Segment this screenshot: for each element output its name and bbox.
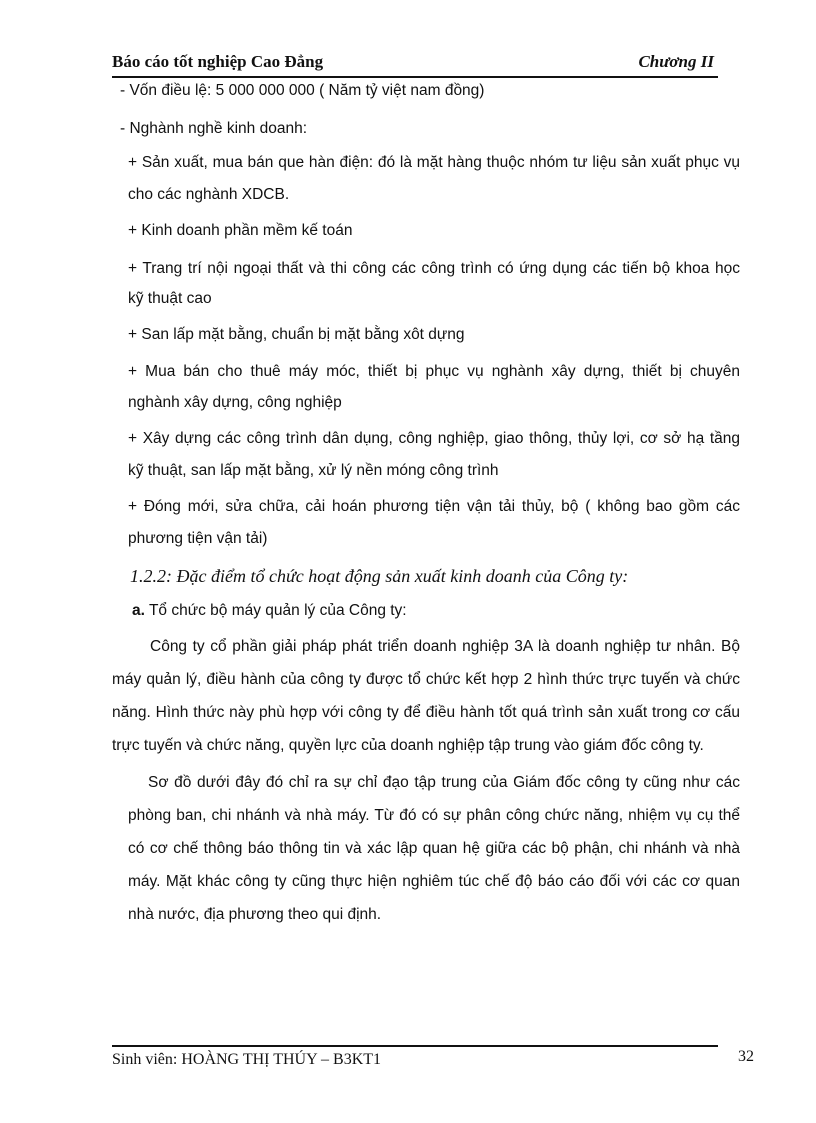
page-number: 32 <box>738 1048 754 1065</box>
list-item: + Mua bán cho thuê máy móc, thiết bị phục vụ nghành xây dựng, thiết bị chuyên <box>128 363 740 380</box>
list-item-continuation: nghành xây dựng, công nghiệp <box>128 394 342 411</box>
subsection-title-text: Tổ chức bộ máy quản lý của Công ty: <box>148 602 407 619</box>
section-heading: 1.2.2: Đặc điểm tổ chức hoạt động sản xuất kinh doanh của Công ty: <box>130 566 629 586</box>
paragraph-line: máy quản lý, điều hành của công ty được tổ chức kết hợp 2 hình thức trực tuyến và chức <box>112 671 740 688</box>
charter-capital-line: - Vốn điều lệ: 5 000 000 000 ( Năm tỷ việt nam đồng) <box>120 82 485 99</box>
paragraph-line: trực tuyến và chức năng, quyền lực của doanh nghiệp tập trung vào giám đốc công ty. <box>112 737 704 754</box>
subsection-marker: a. <box>132 602 145 619</box>
list-item: + San lấp mặt bằng, chuẩn bị mặt bằng xôt dựng <box>128 326 465 343</box>
subsection-title <box>132 602 407 620</box>
paragraph-line: Sơ đồ dưới đây đó chỉ ra sự chỉ đạo tập trung của Giám đốc công ty cũng như các <box>148 774 740 791</box>
list-item-continuation: phương tiện vận tải) <box>128 530 268 547</box>
list-item-continuation: cho các nghành XDCB. <box>128 186 290 203</box>
paragraph-line: Công ty cổ phần giải pháp phát triển doanh nghiệp 3A là doanh nghiệp tư nhân. Bộ <box>150 638 740 655</box>
report-title: Báo cáo tốt nghiệp Cao Đẳng <box>112 52 324 71</box>
paragraph-line: phòng ban, chi nhánh và nhà máy. Từ đó có sự phân công chức năng, nhiệm vụ cụ thể <box>128 807 740 824</box>
business-lines-label: - Nghành nghề kinh doanh: <box>120 120 308 137</box>
list-item: + Đóng mới, sửa chữa, cải hoán phương tiện vận tải thủy, bộ ( không bao gồm các <box>128 498 740 515</box>
list-item-continuation: kỹ thuật, san lấp mặt bằng, xử lý nền móng công trình <box>128 462 499 479</box>
page-header <box>112 52 718 78</box>
list-item: + Sản xuất, mua bán que hàn điện: đó là mặt hàng thuộc nhóm tư liệu sản xuất phục vụ <box>128 154 740 171</box>
paragraph-line: năng. Hình thức này phù hợp với công ty để điều hành tốt quá trình sản xuất trong cơ cấu <box>112 704 740 721</box>
footer-divider <box>112 1045 718 1047</box>
list-item-continuation: kỹ thuật cao <box>128 290 212 307</box>
list-item: + Xây dựng các công trình dân dụng, công nghiệp, giao thông, thủy lợi, cơ sở hạ tầng <box>128 430 740 447</box>
list-item: + Kinh doanh phần mềm kế toán <box>128 222 353 239</box>
student-name: Sinh viên: HOÀNG THỊ THÚY – B3KT1 <box>112 1051 382 1068</box>
paragraph-line: nhà nước, địa phương theo qui định. <box>128 906 382 923</box>
chapter-label: Chương II <box>638 52 714 71</box>
list-item: + Trang trí nội ngoại thất và thi công các công trình có ứng dụng các tiến bộ khoa học <box>128 260 740 277</box>
paragraph-line: có cơ chế thông báo thông tin và xác lập quan hệ giữa các bộ phận, chi nhánh và nhà <box>128 840 740 857</box>
paragraph-line: máy. Mặt khác công ty cũng thực hiện nghiêm túc chế độ báo cáo đối với các cơ quan <box>128 873 740 890</box>
